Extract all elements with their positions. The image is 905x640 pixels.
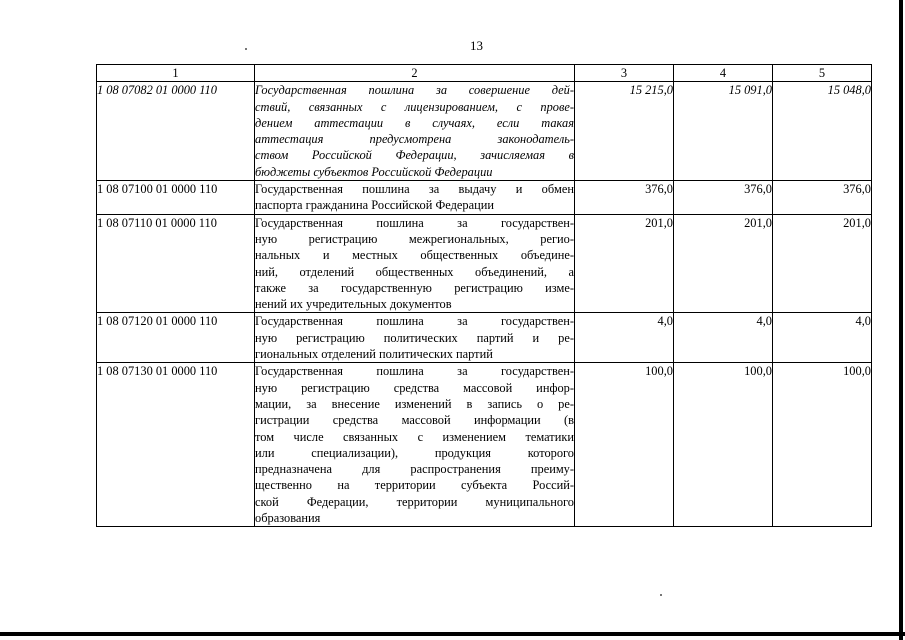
- revenue-description: [255, 82, 575, 181]
- description-line: или специализации), продукция которого: [255, 445, 574, 460]
- revenue-code: 1 08 07100 01 0000 110: [97, 181, 255, 215]
- description-line: Государственная пошлина за государствен-: [255, 215, 574, 230]
- revenue-code: 1 08 07130 01 0000 110: [97, 363, 255, 527]
- amount-v4: 376,0: [674, 181, 773, 215]
- description-line: мации, за внесение изменений в запись о ре-: [255, 396, 574, 411]
- revenue-code: 1 08 07120 01 0000 110: [97, 313, 255, 363]
- amount-v4: 201,0: [674, 214, 773, 313]
- column-header: 1: [97, 65, 255, 82]
- amount-v4: 4,0: [674, 313, 773, 363]
- description-line: ную регистрацию политических партий и ре-: [255, 330, 574, 345]
- table-row: [97, 214, 872, 313]
- description-line: ную регистрацию средства массовой инфор-: [255, 380, 574, 395]
- description-line: ствий, связанных с лицензированием, с прове-: [255, 99, 574, 114]
- page-number: 13: [470, 38, 483, 53]
- description-line: бюджеты субъектов Российской Федерации: [255, 164, 493, 179]
- description-line: Государственная пошлина за выдачу и обмен: [255, 182, 574, 197]
- page-border-right: [899, 0, 903, 640]
- revenue-code: 1 08 07110 01 0000 110: [97, 214, 255, 313]
- amount-v5: 15 048,0: [773, 82, 872, 181]
- scan-speck: [245, 48, 247, 50]
- description-line: нений их учредительных документов: [255, 297, 452, 312]
- description-line: ний, отделений общественных объединений, а: [255, 264, 574, 279]
- amount-v5: 100,0: [773, 363, 872, 527]
- revenue-code: 1 08 07082 01 0000 110: [97, 82, 255, 181]
- table-row: [97, 363, 872, 527]
- amount-v4: 100,0: [674, 363, 773, 527]
- amount-v5: 376,0: [773, 181, 872, 215]
- description-line: также за государственную регистрацию изме-: [255, 280, 574, 295]
- column-header: 2: [255, 65, 575, 82]
- table-row: [97, 82, 872, 181]
- amount-v3: 4,0: [575, 313, 674, 363]
- amount-v5: 201,0: [773, 214, 872, 313]
- description-line: паспорта гражданина Российской Федерации: [255, 198, 494, 213]
- description-line: Государственная пошлина за государствен-: [255, 314, 574, 329]
- amount-v5: 4,0: [773, 313, 872, 363]
- description-line: ской Федерации, территории муниципального: [255, 494, 574, 509]
- revenue-description: [255, 181, 575, 215]
- description-line: щественно на территории субъекта Россий-: [255, 478, 574, 493]
- description-line: Государственная пошлина за государствен-: [255, 364, 574, 379]
- revenue-description: [255, 214, 575, 313]
- description-line: гистрации средства массовой информации (в: [255, 413, 574, 428]
- description-line: Государственная пошлина за совершение дей-: [255, 83, 574, 98]
- revenue-table: [96, 64, 872, 527]
- column-header: 4: [674, 65, 773, 82]
- column-header: 3: [575, 65, 674, 82]
- amount-v3: 100,0: [575, 363, 674, 527]
- amount-v3: 201,0: [575, 214, 674, 313]
- column-header: 5: [773, 65, 872, 82]
- description-line: образования: [255, 511, 321, 526]
- description-line: нальных и местных общественных объедине-: [255, 248, 574, 263]
- revenue-description: [255, 363, 575, 527]
- page-border-bottom: [0, 632, 905, 636]
- description-line: ством Российской Федерации, зачисляемая в: [255, 148, 574, 163]
- description-line: ную регистрацию межрегиональных, регио-: [255, 231, 574, 246]
- table-row: [97, 313, 872, 363]
- amount-v3: 15 215,0: [575, 82, 674, 181]
- amount-v3: 376,0: [575, 181, 674, 215]
- description-line: предназначена для распространения преиму-: [255, 462, 574, 477]
- revenue-description: [255, 313, 575, 363]
- scan-speck: [660, 594, 662, 596]
- table-row: [97, 181, 872, 215]
- description-line: дением аттестации в случаях, если такая: [255, 115, 574, 130]
- header-row: [97, 65, 872, 82]
- description-line: том числе связанных с изменением тематики: [255, 429, 574, 444]
- description-line: аттестация предусмотрена законодатель-: [255, 132, 574, 147]
- amount-v4: 15 091,0: [674, 82, 773, 181]
- description-line: гиональных отделений политических партий: [255, 347, 493, 362]
